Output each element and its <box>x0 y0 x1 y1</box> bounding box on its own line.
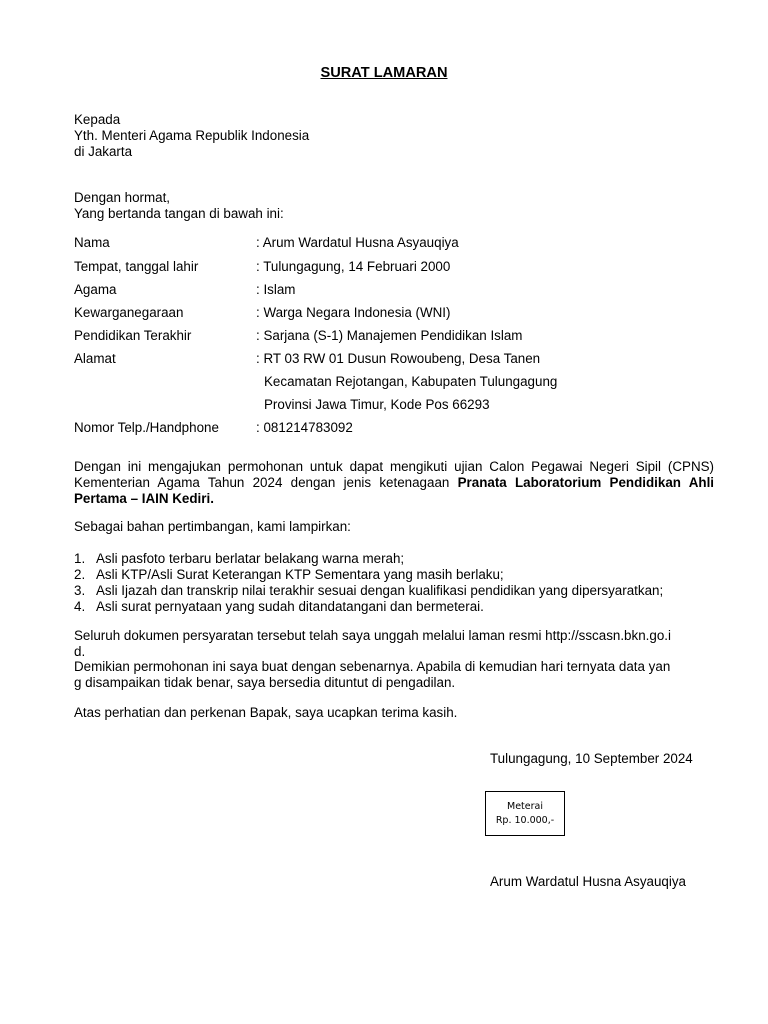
application-paragraph <box>74 459 714 507</box>
stamp-label: Meterai <box>507 801 543 812</box>
identity-value: : Arum Wardatul Husna Asyauqiya <box>256 235 459 250</box>
identity-row-citizenship <box>74 305 714 323</box>
greeting-hormat: Dengan hormat, <box>74 190 171 205</box>
identity-value: : 081214783092 <box>256 420 353 435</box>
list-text: Asli surat pernyataan yang sudah ditandatangani dan bermeterai. <box>96 599 484 614</box>
identity-value: : Islam <box>256 282 296 297</box>
list-text: Asli pasfoto terbaru berlatar belakang warna merah; <box>96 551 405 566</box>
upload-statement: Seluruh dokumen persyaratan tersebut telah saya unggah melalui laman resmi http://sscasn.bkn.go.i <box>74 628 671 643</box>
stamp-value: Rp. 10.000,- <box>495 815 555 826</box>
attachments-list <box>74 551 714 615</box>
identity-label: Nomor Telp./Handphone <box>74 420 219 435</box>
identity-value: : Tulungagung, 14 Februari 2000 <box>256 259 451 274</box>
identity-row-address-2 <box>74 374 714 392</box>
list-text: Asli Ijazah dan transkrip nilai terakhir sesuai dengan kualifikasi pendidikan yang dipersyaratkan; <box>96 583 664 598</box>
application-position: Pranata Laboratorium Pendidikan Ahli Pertama – IAIN Kediri. <box>74 475 715 506</box>
upload-statement-cont: d. <box>74 644 86 659</box>
identity-label: Alamat <box>74 351 116 366</box>
recipient-kepada: Kepada <box>74 112 121 127</box>
list-item <box>74 551 714 567</box>
identity-label: Nama <box>74 235 110 250</box>
recipient-location: di Jakarta <box>74 144 133 159</box>
identity-value: Kecamatan Rejotangan, Kabupaten Tulungagung <box>264 374 558 389</box>
greeting-intro: Yang bertanda tangan di bawah ini: <box>74 206 284 221</box>
identity-label: Pendidikan Terakhir <box>74 328 192 343</box>
list-item <box>74 599 714 615</box>
identity-value: : Warga Negara Indonesia (WNI) <box>256 305 451 320</box>
truth-statement: Demikian permohonan ini saya buat dengan sebenarnya. Apabila di kemudian hari ternyata data yan <box>74 659 671 674</box>
identity-row-birth <box>74 259 714 277</box>
identity-row-education <box>74 328 714 346</box>
identity-label: Tempat, tanggal lahir <box>74 259 199 274</box>
recipient-name: Yth. Menteri Agama Republik Indonesia <box>74 128 310 143</box>
place-date: Tulungagung, 10 September 2024 <box>490 751 693 766</box>
letter-title: SURAT LAMARAN <box>320 65 448 81</box>
thanks-line: Atas perhatian dan perkenan Bapak, saya ucapkan terima kasih. <box>74 705 458 720</box>
identity-value: : RT 03 RW 01 Dusun Rowoubeng, Desa Tanen <box>256 351 541 366</box>
identity-label: Agama <box>74 282 117 297</box>
signer-name: Arum Wardatul Husna Asyauqiya <box>490 874 686 889</box>
truth-statement-cont: g disampaikan tidak benar, saya bersedia dituntut di pengadilan. <box>74 675 456 690</box>
list-number: 3. <box>74 583 86 598</box>
list-item <box>74 583 714 599</box>
identity-row-phone <box>74 420 714 438</box>
identity-row-religion <box>74 282 714 300</box>
identity-value: : Sarjana (S-1) Manajemen Pendidikan Islam <box>256 328 523 343</box>
identity-value: Provinsi Jawa Timur, Kode Pos 66293 <box>264 397 490 412</box>
identity-row-name <box>74 235 714 253</box>
list-text: Asli KTP/Asli Surat Keterangan KTP Sementara yang masih berlaku; <box>96 567 504 582</box>
identity-label: Kewarganegaraan <box>74 305 184 320</box>
identity-row-address <box>74 351 714 369</box>
meterai-stamp-box <box>485 791 565 836</box>
list-item <box>74 567 714 583</box>
identity-row-address-3 <box>74 397 714 415</box>
attachments-intro: Sebagai bahan pertimbangan, kami lampirkan: <box>74 519 351 534</box>
list-number: 1. <box>74 551 86 566</box>
application-text: Dengan ini mengajukan permohonan untuk dapat mengikuti ujian Calon Pegawai Negeri Sipil (CPNS) Kementerian Agama Tahun 2024 dengan jenis ketenagaan <box>74 459 714 490</box>
list-number: 4. <box>74 599 86 614</box>
list-number: 2. <box>74 567 86 582</box>
